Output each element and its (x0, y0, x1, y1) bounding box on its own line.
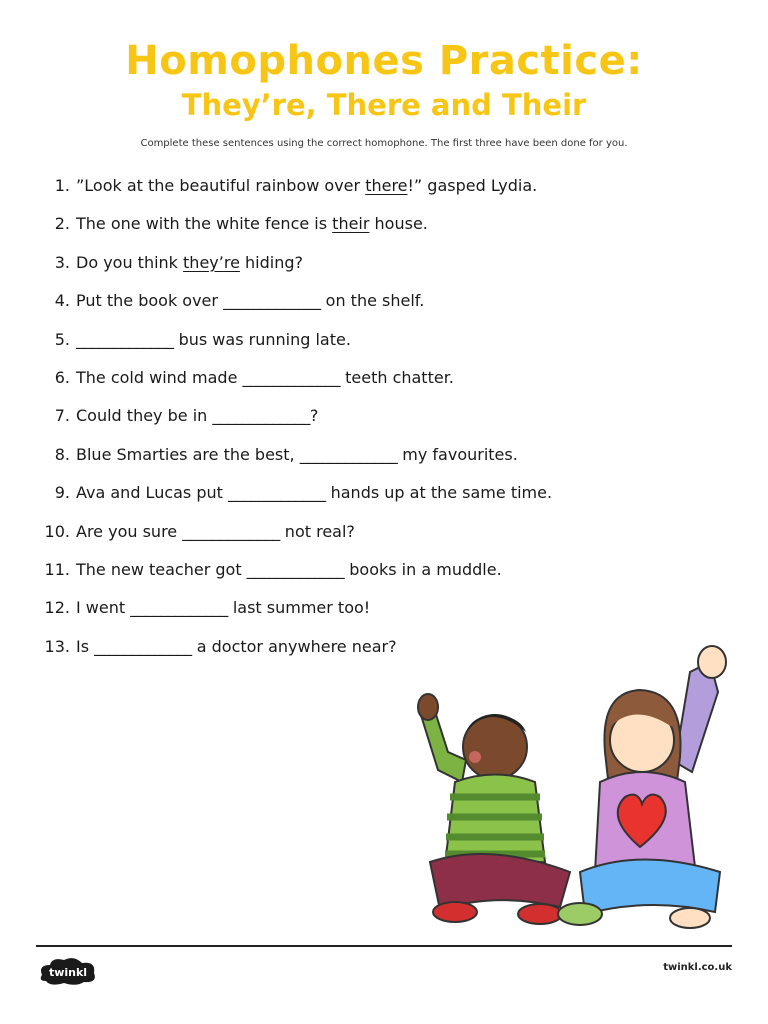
question-text (76, 251, 303, 275)
question-text-after: hiding? (239, 252, 303, 272)
question-text-before: Blue Smarties are the best, (76, 444, 300, 464)
filled-answer: there (365, 176, 408, 195)
question-text-before: The new teacher got (76, 559, 247, 579)
question-text-before: Ava and Lucas put (76, 483, 229, 503)
question-text-after: a doctor anywhere near? (191, 636, 397, 656)
question-item (40, 481, 680, 519)
question-item (40, 558, 680, 596)
filled-answer: their (332, 214, 370, 234)
question-text-before: Could they be in (76, 406, 213, 426)
question-text-before: Are you sure (76, 521, 183, 541)
boy-figure (418, 694, 570, 924)
question-text-after: my favourites. (397, 444, 518, 464)
question-text-after: house. (369, 214, 428, 234)
question-text (76, 328, 351, 352)
answer-blank[interactable]: _____________ (223, 291, 321, 311)
answer-blank[interactable]: _____________ (130, 598, 228, 618)
answer-blank[interactable]: _____________ (228, 483, 326, 503)
answer-blank[interactable]: _____________ (212, 406, 310, 426)
question-number: 9. (54, 483, 70, 503)
instructions: Complete these sentences using the correct homophone. The first three have been done for you. (140, 138, 628, 149)
children-illustration (400, 632, 740, 932)
question-number: 3. (54, 252, 70, 272)
question-text-after: !” gasped Lydia. (407, 176, 538, 195)
question-text (76, 596, 370, 620)
footer-rule (36, 945, 732, 947)
logo-text: twinkl (48, 966, 88, 979)
question-number: 5. (54, 329, 70, 349)
site-url: twinkl.co.uk (663, 962, 732, 973)
question-item (40, 520, 680, 558)
question-number: 12. (44, 598, 70, 618)
question-number: 13. (44, 636, 70, 656)
filled-answer: they’re (183, 252, 240, 272)
question-item (40, 366, 680, 404)
question-text-after: bus was running late. (173, 329, 351, 349)
question-item (40, 251, 680, 289)
question-text-after: hands up at the same time. (325, 483, 553, 503)
question-text-before: The cold wind made (76, 367, 243, 387)
question-text (76, 635, 397, 659)
page-subtitle: They’re, There and Their (181, 88, 587, 122)
question-item (40, 174, 680, 212)
answer-blank[interactable]: _____________ (246, 559, 345, 579)
answer-blank[interactable]: _____________ (94, 636, 192, 656)
question-text (76, 481, 552, 505)
question-item (40, 596, 680, 634)
question-number: 11. (44, 559, 70, 579)
question-item (40, 443, 680, 481)
twinkl-logo (36, 955, 100, 987)
question-number: 7. (54, 406, 70, 426)
question-text-before: Is (76, 636, 95, 656)
question-text (76, 366, 454, 390)
answer-blank[interactable]: _____________ (242, 367, 341, 387)
question-text-after: ? (309, 406, 319, 426)
question-text-before: Do you think (76, 252, 184, 272)
page-title: Homophones Practice: (125, 38, 643, 84)
question-item (40, 404, 680, 442)
question-text-after: not real? (279, 521, 355, 541)
question-text-before: The one with the white fence is (76, 214, 333, 234)
question-text (76, 212, 428, 236)
question-item (40, 289, 680, 327)
answer-blank[interactable]: _____________ (182, 521, 280, 541)
question-text-before: Put the book over (76, 291, 224, 311)
question-number: 1. (54, 176, 70, 195)
question-text (76, 520, 355, 544)
question-number: 8. (54, 444, 70, 464)
question-text-after: teeth chatter. (340, 367, 454, 387)
question-text-before: ”Look at the beautiful rainbow over (76, 176, 366, 195)
girl-figure (558, 646, 726, 928)
question-number: 2. (54, 214, 70, 234)
question-text (76, 443, 518, 467)
question-text (76, 289, 424, 313)
question-number: 6. (54, 367, 70, 387)
question-item (40, 328, 680, 366)
question-number: 4. (54, 291, 70, 311)
answer-blank[interactable]: _____________ (76, 329, 174, 349)
question-text (76, 404, 318, 428)
question-text-after: books in a muddle. (344, 559, 502, 579)
question-text-after: on the shelf. (320, 291, 425, 311)
answer-blank[interactable]: _____________ (299, 444, 398, 464)
question-text (76, 558, 502, 582)
question-text (76, 174, 537, 198)
question-text-after: last summer too! (227, 598, 371, 618)
question-text-before: I went (76, 598, 131, 618)
question-list (40, 174, 680, 673)
question-number: 10. (44, 521, 70, 541)
question-item (40, 212, 680, 250)
